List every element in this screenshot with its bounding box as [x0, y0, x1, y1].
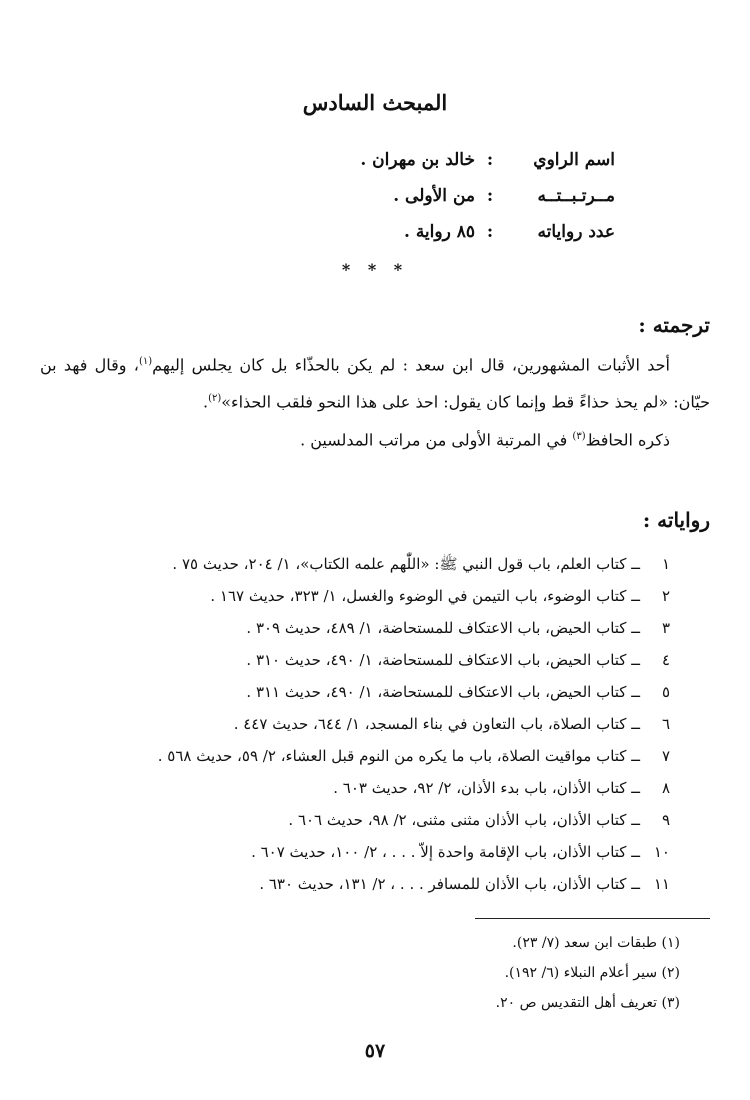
- footnotes: [280, 928, 680, 1018]
- item-number: ٤: [661, 651, 670, 669]
- narrator-rank-row: [135, 186, 615, 222]
- list-item: [50, 772, 670, 804]
- item-text: ــ كتاب مواقيت الصلاة، باب ما يكره من النوم قبل العشاء، ٢/ ٥٩، حديث ٥٦٨ .: [157, 747, 640, 765]
- item-number: ١١: [653, 875, 670, 893]
- footnote-ref-2: (٢): [208, 393, 222, 405]
- biography-paragraph: [40, 420, 710, 457]
- list-item: [50, 868, 670, 900]
- narrator-rank-value: من الأولى .: [393, 186, 475, 206]
- item-text: ــ كتاب الحيض، باب الاعتكاف للمستحاضة، ١/ ٤٨٩، حديث ٣٠٩ .: [246, 619, 640, 637]
- list-item: [50, 804, 670, 836]
- item-number: ٦: [661, 715, 670, 733]
- footnote-ref-3: (٣): [572, 430, 586, 442]
- item-text: ــ كتاب الأذان، باب بدء الأذان، ٢/ ٩٢، حديث ٦٠٣ .: [333, 779, 640, 797]
- item-number: ١٠: [653, 843, 670, 861]
- bio-text: .: [202, 392, 209, 412]
- narration-count-label: عدد رواياته: [537, 222, 615, 242]
- colon: :: [486, 150, 494, 170]
- narrator-name-label: اسم الراوي: [533, 150, 615, 170]
- item-text: ــ كتاب الأذان، باب الأذان للمسافر . . . ، ٢/ ١٣١، حديث ٦٣٠ .: [259, 875, 640, 893]
- page-number: ٥٧: [364, 1040, 386, 1062]
- footnote-3: (٣) تعريف أهل التقديس ص ٢٠.: [495, 995, 680, 1011]
- list-item: [50, 708, 670, 740]
- list-item: [50, 676, 670, 708]
- colon: :: [486, 222, 494, 242]
- bio-text: في المرتبة الأولى من مراتب المدلسين .: [300, 429, 573, 449]
- item-text: ــ كتاب الأذان، باب الأذان مثنى مثنى، ٢/ ٩٨، حديث ٦٠٦ .: [288, 811, 640, 829]
- biography-heading: ترجمته :: [638, 313, 710, 337]
- narration-count-value: ٨٥ رواية .: [403, 222, 475, 242]
- narrator-name-value: خالد بن مهران .: [360, 150, 475, 170]
- narrations-heading: رواياته :: [642, 508, 710, 532]
- list-item: [50, 612, 670, 644]
- item-number: ١: [661, 555, 670, 573]
- list-item: [50, 740, 670, 772]
- list-item: [50, 548, 670, 580]
- item-number: ٣: [661, 619, 670, 637]
- bio-text: أحد الأثبات المشهورين، قال ابن سعد : لم يكن بالحذّاء بل كان يجلس إليهم: [152, 355, 671, 375]
- item-number: ٥: [661, 683, 670, 701]
- item-text: ــ كتاب الحيض، باب الاعتكاف للمستحاضة، ١/ ٤٩٠، حديث ٣١٠ .: [246, 651, 640, 669]
- item-text: ــ كتاب الوضوء، باب التيمن في الوضوء والغسل، ١/ ٣٢٣، حديث ١٦٧ .: [210, 587, 640, 605]
- biography-text: [40, 345, 710, 457]
- separator-stars: * * *: [341, 260, 409, 279]
- narrations-list: [50, 548, 670, 900]
- list-item: [50, 580, 670, 612]
- item-text: ــ كتاب العلم، باب قول النبي ﷺ: «اللّٰهم علمه الكتاب»، ١/ ٢٠٤، حديث ٧٥ .: [172, 555, 640, 573]
- list-item: [50, 836, 670, 868]
- section-title: المبحث السادس: [302, 90, 448, 115]
- item-text: ــ كتاب الحيض، باب الاعتكاف للمستحاضة، ١/ ٤٩٠، حديث ٣١١ .: [246, 683, 640, 701]
- item-number: ٩: [661, 811, 670, 829]
- item-text: ــ كتاب الصلاة، باب التعاون في بناء المسجد، ١/ ٦٤٤، حديث ٤٤٧ .: [233, 715, 640, 733]
- item-number: ٨: [661, 779, 670, 797]
- bio-text: ذكره الحافظ: [585, 429, 670, 449]
- item-number: ٢: [661, 587, 670, 605]
- narrator-name-row: [135, 150, 615, 186]
- footnote-divider: [475, 918, 710, 919]
- footnote-ref-1: (١): [138, 356, 153, 367]
- narrator-rank-label: مــرتـبــتــه: [537, 186, 615, 206]
- narrator-info: [135, 150, 615, 258]
- colon: :: [486, 186, 494, 206]
- bio-text: ، وقال فهد بن حيّان: «لم يحذ حذاءً قط وإنما كان يقول: احذ على هذا النحو فلقب الحذاء»: [40, 355, 710, 412]
- footnote-2: (٢) سير أعلام النبلاء (٦/ ١٩٢).: [504, 965, 680, 981]
- list-item: [50, 644, 670, 676]
- biography-paragraph: [40, 345, 710, 420]
- narration-count-row: [135, 222, 615, 258]
- item-number: ٧: [661, 747, 670, 765]
- footnote-1: (١) طبقات ابن سعد (٧/ ٢٣).: [512, 935, 680, 951]
- item-text: ــ كتاب الأذان، باب الإقامة واحدة إلاّ . . . ، ٢/ ١٠٠، حديث ٦٠٧ .: [251, 843, 640, 861]
